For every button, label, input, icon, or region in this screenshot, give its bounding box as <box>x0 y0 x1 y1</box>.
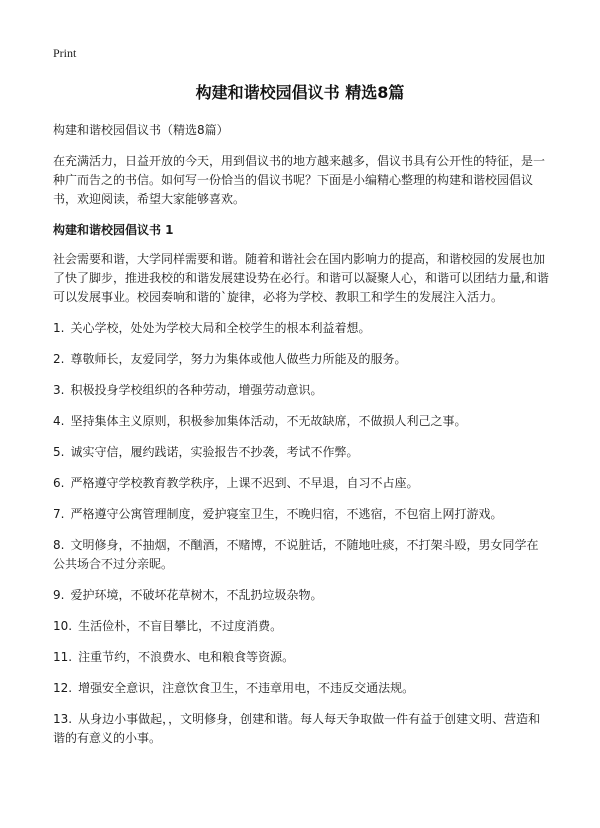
list-item-number: 13. <box>53 712 73 726</box>
list-item-number: 4. <box>53 414 65 428</box>
list-item-text: 文明修身，不抽烟，不酗酒，不赌博，不说脏话，不随地吐痰，不打架斗殴，男女同学在公共场合不过分亲昵。 <box>53 538 539 571</box>
list-item <box>53 474 549 493</box>
list-item <box>53 617 549 636</box>
list-item-number: 1. <box>53 321 65 335</box>
list-item <box>53 319 549 338</box>
list-item-number: 11. <box>53 650 73 664</box>
list-item-text: 关心学校，处处为学校大局和全校学生的根本利益着想。 <box>70 321 371 335</box>
print-link[interactable]: Print <box>53 46 77 60</box>
list-item-text: 增强安全意识，注意饮食卫生，不违章用电，不违反交通法规。 <box>78 681 415 695</box>
list-item-text: 爱护环境，不破坏花草树木，不乱扔垃圾杂物。 <box>70 588 323 602</box>
list-item <box>53 443 549 462</box>
list-item <box>53 381 549 400</box>
list-item-text: 注重节约，不浪费水、电和粮食等资源。 <box>78 650 295 664</box>
list-item-text: 从身边小事做起，，文明修身，创建和谐。每人每天争取做一件有益于创建文明、营造和谐的有意义的小事。 <box>53 712 541 745</box>
list-item-text: 积极投身学校组织的各种劳动，增强劳动意识。 <box>70 383 323 397</box>
list-item-number: 8. <box>53 538 65 552</box>
list-item-text: 严格遵守公寓管理制度，爱护寝室卫生，不晚归宿，不逃宿，不包宿上网打游戏。 <box>70 507 503 521</box>
list-item <box>53 710 549 748</box>
list-item <box>53 586 549 605</box>
list-item-text: 生活俭朴，不盲目攀比，不过度消费。 <box>78 619 283 633</box>
list-item-number: 6. <box>53 476 65 490</box>
list-item <box>53 648 549 667</box>
list-item-text: 严格遵守学校教育教学秩序，上课不迟到、不早退，自习不占座。 <box>70 476 419 490</box>
list-item-number: 5. <box>53 445 65 459</box>
list-item-text: 坚持集体主义原则，积极参加集体活动，不无故缺席，不做损人利己之事。 <box>70 414 467 428</box>
list-item-number: 7. <box>53 507 65 521</box>
list-item-number: 12. <box>53 681 73 695</box>
initiative-list <box>53 319 549 748</box>
list-item-text: 尊敬师长，友爱同学，努力为集体或他人做些力所能及的服务。 <box>70 352 407 366</box>
list-item-text: 诚实守信，履约践诺，实验报告不抄袭，考试不作弊。 <box>70 445 359 459</box>
intro-paragraph: 在充满活力，日益开放的今天，用到倡议书的地方越来越多，倡议书具有公开性的特征，是一种广而告之的书信。如何写一份恰当的倡议书呢？下面是小编精心整理的构建和谐校园倡议书，欢迎阅读，希望大家能够喜欢。 <box>53 154 546 206</box>
list-item <box>53 412 549 431</box>
list-item-number: 9. <box>53 588 65 602</box>
list-item <box>53 679 549 698</box>
section-paragraph: 社会需要和谐，大学同样需要和谐。随着和谐社会在国内影响力的提高，和谐校园的发展也加了快了脚步，推进我校的和谐发展建设势在必行。和谐可以凝聚人心，和谐可以团结力量,和谐可以发展事业。校园奏响和谐的`旋律，必将为学校、教职工和学生的发展注入活力。 <box>53 252 549 304</box>
document-subtitle: 构建和谐校园倡议书（精选8篇） <box>53 123 229 137</box>
list-item <box>53 505 549 524</box>
document-content <box>53 122 549 760</box>
document-title: 构建和谐校园倡议书 精选8篇 <box>195 83 405 102</box>
list-item <box>53 536 549 574</box>
list-item-number: 3. <box>53 383 65 397</box>
list-item-number: 10. <box>53 619 73 633</box>
section-heading: 构建和谐校园倡议书 1 <box>53 223 174 237</box>
list-item <box>53 350 549 369</box>
list-item-number: 2. <box>53 352 65 366</box>
